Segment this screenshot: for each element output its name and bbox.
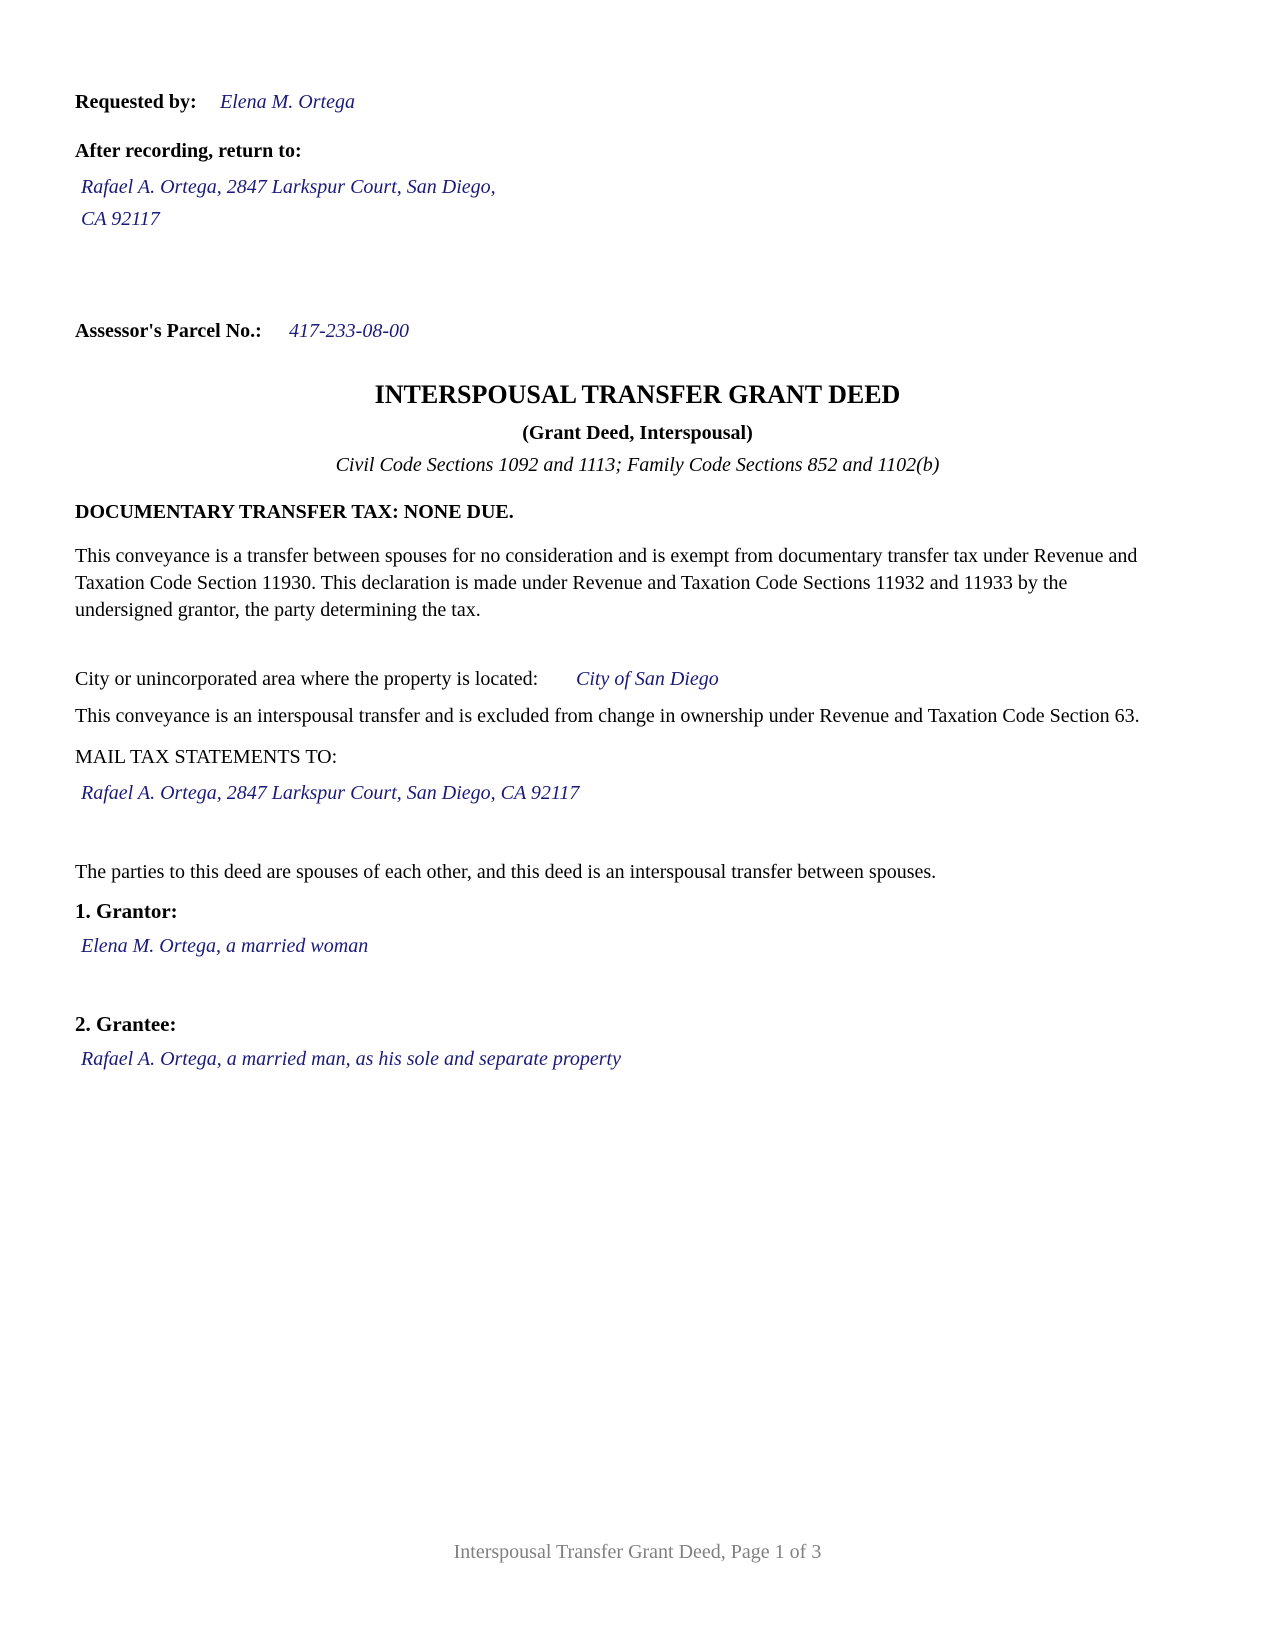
tax-exemption-line-3: undersigned grantor, the party determining the tax. [75, 599, 481, 621]
document-subtitle: (Grant Deed, Interspousal) [522, 422, 753, 444]
transfer-tax-heading: DOCUMENTARY TRANSFER TAX: NONE DUE. [75, 501, 514, 523]
requested-by-label: Requested by: [75, 91, 197, 113]
requested-by-value: Elena M. Ortega [220, 91, 355, 113]
return-to-address-line2: CA 92117 [81, 208, 160, 230]
return-to-address-line1: Rafael A. Ortega, 2847 Larkspur Court, San Diego, [81, 176, 496, 198]
document-title: INTERSPOUSAL TRANSFER GRANT DEED [374, 380, 901, 409]
parties-statement: The parties to this deed are spouses of each other, and this deed is an interspousal transfer between spouses. [75, 861, 937, 883]
return-to-label: After recording, return to: [75, 140, 302, 162]
grantee-label: 2. Grantee: [75, 1012, 177, 1036]
grantor-label: 1. Grantor: [75, 899, 178, 923]
statutory-citation: Civil Code Sections 1092 and 1113; Family Code Sections 852 and 1102(b) [335, 454, 940, 476]
grantor-value: Elena M. Ortega, a married woman [81, 935, 369, 957]
tax-exemption-line-1: This conveyance is a transfer between spouses for no consideration and is exempt from documentary transfer tax under Revenue and [75, 545, 1138, 567]
grantee-value: Rafael A. Ortega, a married man, as his sole and separate property [81, 1048, 621, 1070]
city-label: City or unincorporated area where the property is located: [75, 668, 539, 690]
mail-tax-statements-label: MAIL TAX STATEMENTS TO: [75, 746, 338, 768]
mail-tax-statements-value: Rafael A. Ortega, 2847 Larkspur Court, San Diego, CA 92117 [81, 782, 580, 804]
page-footer: Interspousal Transfer Grant Deed, Page 1 of 3 [453, 1541, 822, 1563]
ownership-exclusion-statement: This conveyance is an interspousal transfer and is excluded from change in ownership under Revenue and Taxation Code Section 63. [75, 705, 1140, 727]
apn-value: 417-233-08-00 [289, 320, 409, 342]
city-value: City of San Diego [576, 668, 719, 690]
apn-label: Assessor's Parcel No.: [75, 320, 262, 342]
tax-exemption-line-2: Taxation Code Section 11930. This declaration is made under Revenue and Taxation Code Sections 11932 and 11933 by the [75, 572, 1068, 594]
